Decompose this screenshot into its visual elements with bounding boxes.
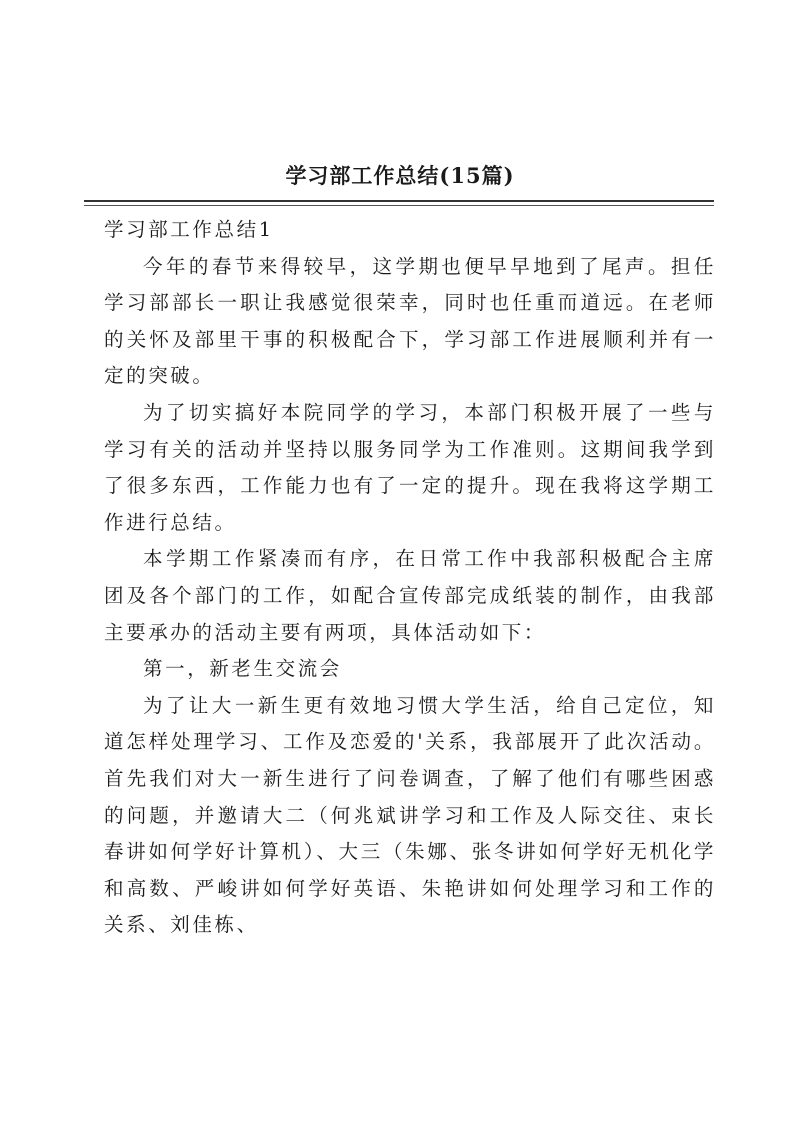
subheading-paragraph: 第一，新老生交流会 xyxy=(143,657,342,681)
document-body xyxy=(104,212,716,944)
document-title: 学习部工作总结(15篇) xyxy=(285,163,515,188)
paragraph: 为了切实搞好本院同学的学习，本部门积极开展了一些与学习有关的活动并坚持以服务同学为工作准则。这期间我学到了很多东西，工作能力也有了一定的提升。现在我将这学期工作进行总结。 xyxy=(104,400,716,534)
title-rule-thin xyxy=(84,205,714,206)
paragraph: 本学期工作紧凑而有序，在日常工作中我部积极配合主席团及各个部门的工作，如配合宣传部完成纸装的制作，由我部主要承办的活动主要有两项，具体活动如下： xyxy=(104,547,716,644)
title-rule-thick xyxy=(84,200,714,202)
paragraph: 为了让大一新生更有效地习惯大学生活，给自己定位，知道怎样处理学习、工作及恋爱的'关系，我部展开了此次活动。首先我们对大一新生进行了问卷调查，了解了他们有哪些困惑的问题，并邀请大二（何兆斌讲学习和工作及人际交往、束长春讲如何学好计算机）、大三（朱娜、张冬讲如何学好无机化学和高数、严峻讲如何学好英语、朱艳讲如何处理学习和工作的关系、刘佳栋、 xyxy=(104,693,716,937)
paragraph: 今年的春节来得较早，这学期也便早早地到了尾声。担任学习部部长一职让我感觉很荣幸，同时也任重而道远。在老师的关怀及部里干事的积极配合下，学习部工作进展顺利并有一定的突破。 xyxy=(104,254,716,388)
section-heading: 学习部工作总结1 xyxy=(104,218,274,241)
